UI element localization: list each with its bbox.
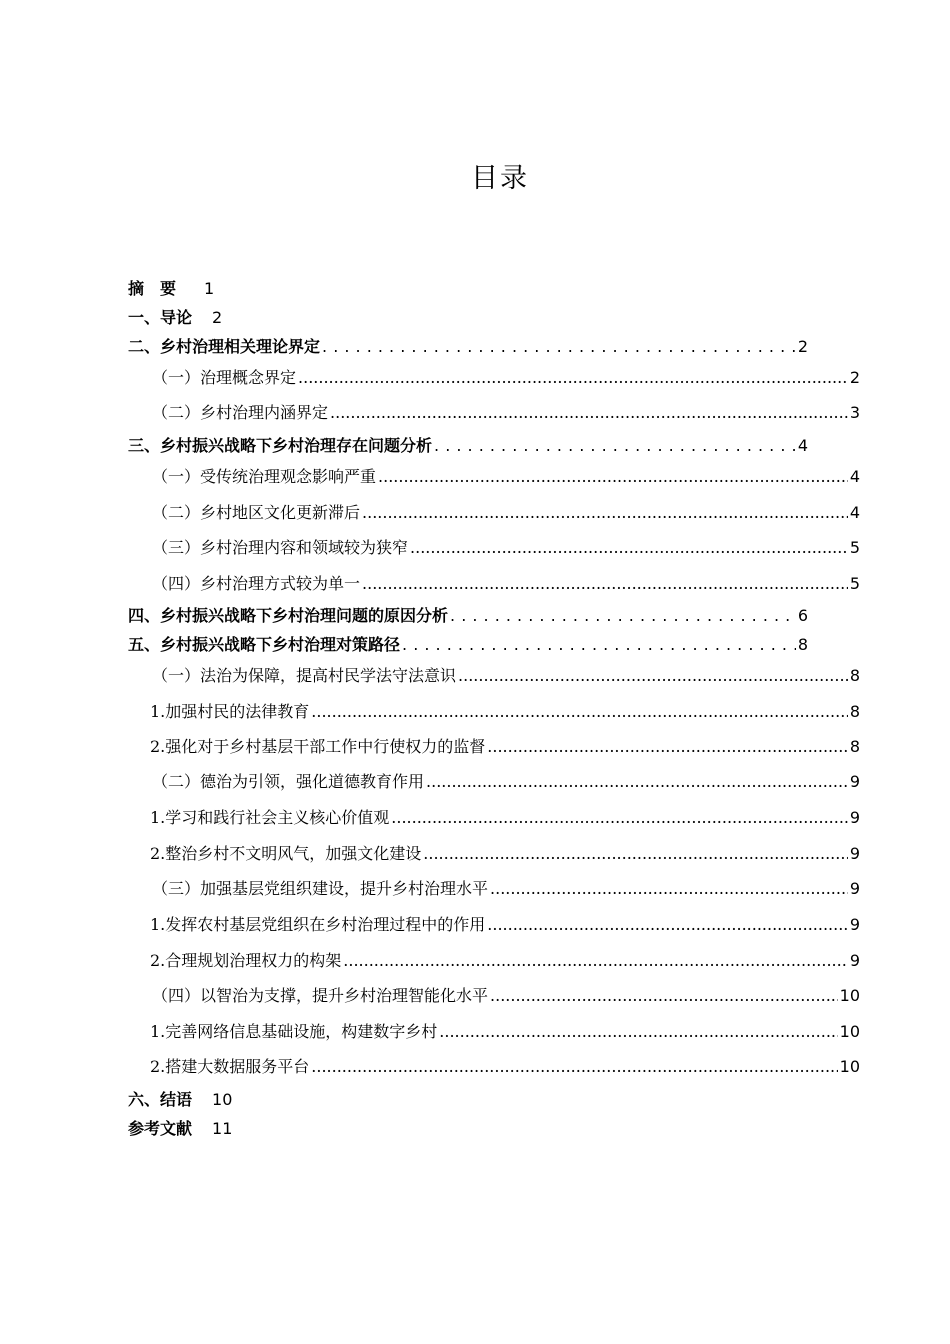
toc-entry-text: 1.发挥农村基层党组织在乡村治理过程中的作用 — [150, 915, 486, 934]
toc-leader — [487, 736, 848, 758]
toc-entry-text: 摘 要 — [128, 279, 177, 298]
toc-leader — [434, 435, 796, 457]
toc-leader — [410, 537, 848, 559]
toc-entry-page: 11 — [212, 1119, 233, 1138]
toc-entry-text: （四）以智治为支撑，提升乡村治理智能化水平 — [152, 986, 489, 1005]
toc-entry-text: 三、乡村振兴战略下乡村治理存在问题分析 — [128, 436, 433, 455]
toc-entry-text: 2.整治乡村不文明风气，加强文化建设 — [150, 844, 422, 863]
toc-entry-subsection[interactable] — [152, 466, 860, 488]
toc-entry-page: 10 — [839, 1022, 860, 1041]
toc-leader — [330, 402, 848, 424]
toc-entry-subsection[interactable] — [152, 665, 860, 687]
toc-entry-page: 4 — [849, 467, 860, 486]
toc-entry-page: 3 — [849, 403, 860, 422]
toc-entry-page: 8 — [849, 737, 860, 756]
toc-leader — [490, 985, 838, 1007]
toc-entry-page: 10 — [839, 1057, 860, 1076]
toc-leader — [423, 843, 848, 865]
toc-entry-text: 1.完善网络信息基础设施，构建数字乡村 — [150, 1022, 438, 1041]
toc-entry-page: 9 — [849, 915, 860, 934]
toc-entry-subsection[interactable] — [152, 573, 860, 595]
toc-entry-page: 8 — [849, 702, 860, 721]
toc-entry-introduction[interactable] — [128, 307, 222, 329]
toc-leader — [378, 466, 848, 488]
page-title: 目录 — [471, 163, 529, 194]
toc-entry-text: 四、乡村振兴战略下乡村治理问题的原因分析 — [128, 606, 449, 625]
toc-entry-subsection[interactable] — [152, 771, 860, 793]
toc-leader — [402, 634, 796, 656]
toc-entry-text: （二）德治为引领，强化道德教育作用 — [152, 772, 425, 791]
toc-leader — [487, 914, 848, 936]
toc-entry-item[interactable] — [150, 950, 860, 972]
toc-entry-page: 5 — [849, 538, 860, 557]
toc-entry-text: （一）受传统治理观念影响严重 — [152, 467, 377, 486]
toc-entry-page: 9 — [849, 772, 860, 791]
toc-entry-page: 9 — [849, 879, 860, 898]
toc-entry-item[interactable] — [150, 1056, 860, 1078]
toc-entry-text: （二）乡村治理内涵界定 — [152, 403, 329, 422]
toc-entry-text: （一）法治为保障，提高村民学法守法意识 — [152, 666, 457, 685]
toc-leader — [391, 807, 848, 829]
toc-leader — [458, 665, 848, 687]
toc-entry-subsection[interactable] — [152, 502, 860, 524]
toc-leader — [343, 950, 848, 972]
toc-entry-conclusion[interactable] — [128, 1089, 232, 1111]
toc-entry-page: 2 — [212, 308, 223, 327]
toc-entry-subsection[interactable] — [152, 985, 860, 1007]
toc-leader — [362, 573, 848, 595]
toc-entry-text: 2.强化对于乡村基层干部工作中行使权力的监督 — [150, 737, 486, 756]
toc-entry-text: （四）乡村治理方式较为单一 — [152, 574, 361, 593]
toc-entry-page: 10 — [212, 1090, 233, 1109]
toc-entry-references[interactable] — [128, 1118, 232, 1140]
toc-entry-text: 1.加强村民的法律教育 — [150, 702, 310, 721]
toc-entry-text: （二）乡村地区文化更新滞后 — [152, 503, 361, 522]
toc-entry-page: 9 — [849, 808, 860, 827]
toc-entry-text: （三）乡村治理内容和领域较为狭窄 — [152, 538, 409, 557]
toc-entry-subsection[interactable] — [152, 537, 860, 559]
toc-entry-item[interactable] — [150, 843, 860, 865]
toc-leader — [362, 502, 848, 524]
toc-leader — [311, 1056, 837, 1078]
toc-entry-page: 8 — [849, 666, 860, 685]
toc-entry-page: 6 — [797, 606, 808, 625]
toc-leader — [439, 1021, 837, 1043]
toc-entry-text: 1.学习和践行社会主义核心价值观 — [150, 808, 390, 827]
toc-entry-text: 2.搭建大数据服务平台 — [150, 1057, 310, 1076]
toc-entry-text: 二、乡村治理相关理论界定 — [128, 337, 321, 356]
toc-leader — [311, 701, 848, 723]
toc-entry-subsection[interactable] — [152, 878, 860, 900]
toc-leader — [298, 367, 848, 389]
toc-entry-abstract[interactable] — [128, 278, 214, 300]
toc-leader — [450, 605, 796, 627]
toc-entry-page: 5 — [849, 574, 860, 593]
toc-entry-text: 一、导论 — [128, 308, 193, 327]
toc-entry-page: 8 — [797, 635, 808, 654]
toc-entry-page: 4 — [849, 503, 860, 522]
toc-entry-item[interactable] — [150, 1021, 860, 1043]
toc-entry-text: 五、乡村振兴战略下乡村治理对策路径 — [128, 635, 401, 654]
toc-entry-item[interactable] — [150, 701, 860, 723]
toc-entry-section-5[interactable] — [128, 634, 808, 656]
toc-entry-item[interactable] — [150, 736, 860, 758]
toc-leader — [426, 771, 848, 793]
toc-entry-section-3[interactable] — [128, 435, 808, 457]
toc-leader — [322, 336, 796, 358]
toc-entry-text: （一）治理概念界定 — [152, 368, 297, 387]
toc-entry-page: 9 — [849, 951, 860, 970]
toc-entry-page: 1 — [204, 279, 215, 298]
toc-entry-page: 4 — [797, 436, 808, 455]
toc-entry-text: （三）加强基层党组织建设，提升乡村治理水平 — [152, 879, 489, 898]
toc-entry-subsection[interactable] — [152, 402, 860, 424]
toc-entry-section-2[interactable] — [128, 336, 808, 358]
toc-entry-page: 10 — [839, 986, 860, 1005]
toc-entry-page: 9 — [849, 844, 860, 863]
toc-entry-item[interactable] — [150, 914, 860, 936]
toc-entry-section-4[interactable] — [128, 605, 808, 627]
toc-entry-subsection[interactable] — [152, 367, 860, 389]
toc-entry-page: 2 — [849, 368, 860, 387]
toc-leader — [490, 878, 848, 900]
toc-entry-text: 参考文献 — [128, 1119, 193, 1138]
toc-entry-item[interactable] — [150, 807, 860, 829]
toc-entry-page: 2 — [797, 337, 808, 356]
toc-entry-text: 2.合理规划治理权力的构架 — [150, 951, 342, 970]
toc-entry-text: 六、结语 — [128, 1090, 193, 1109]
